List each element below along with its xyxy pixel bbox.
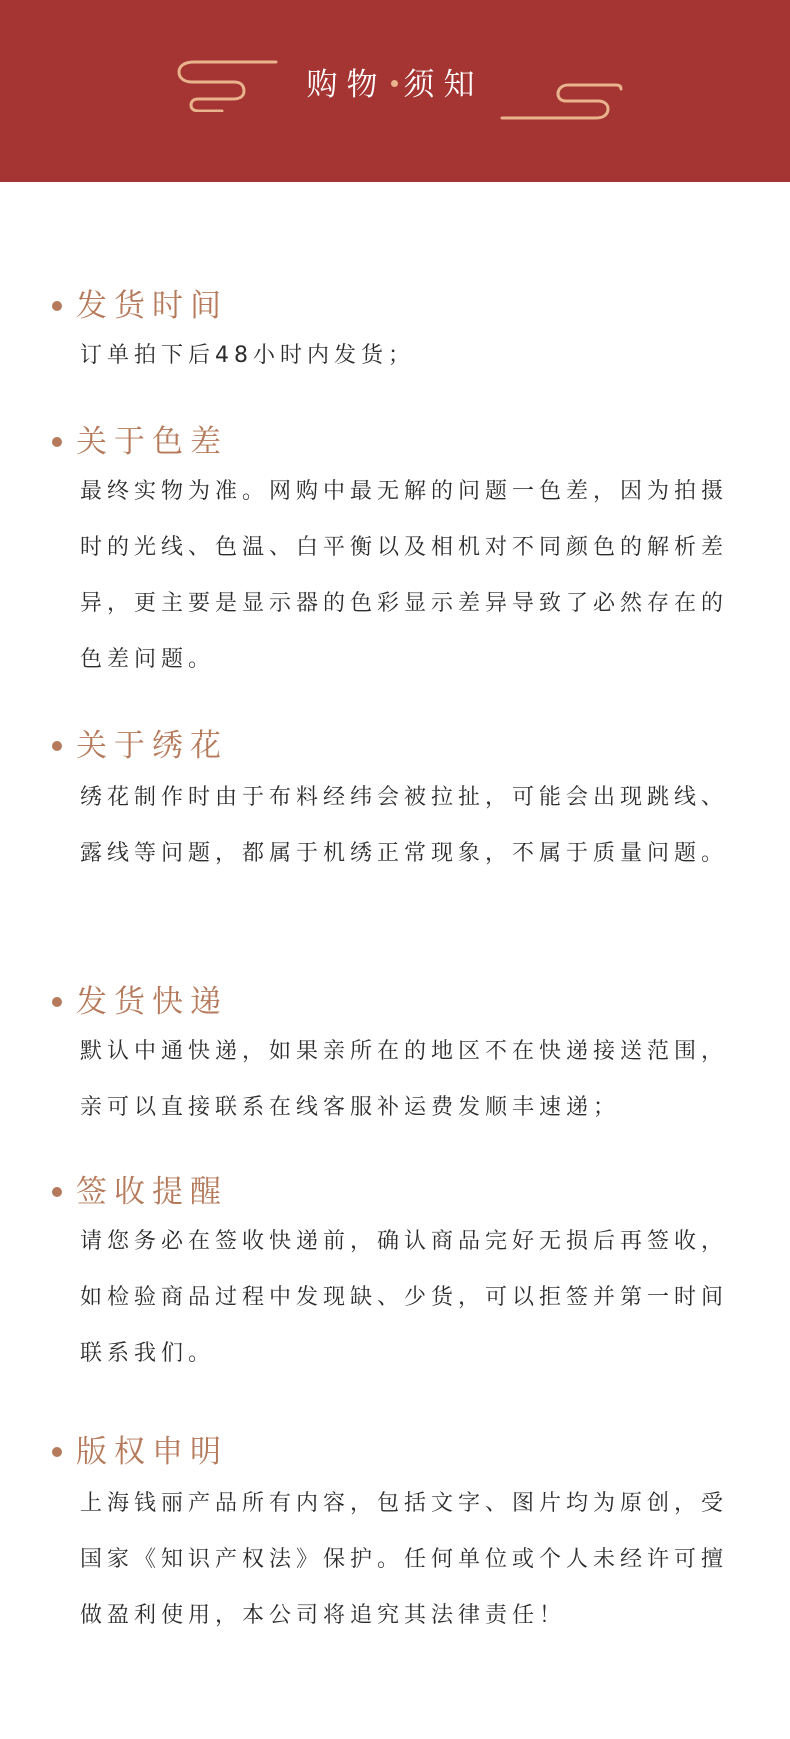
bullet-dot-icon bbox=[52, 301, 62, 311]
section-title: 发货快递 bbox=[76, 984, 228, 1020]
section-body: 请您务必在签收快递前，确认商品完好无损后再签收，如检验商品过程中发现缺、少货，可以拒签并第一时间联系我们。 bbox=[80, 1229, 729, 1366]
section-body: 上海钱丽产品所有内容，包括文字、图片均为原创，受国家《知识产权法》保护。任何单位或个人未经许可擅做盈利使用，本公司将追究其法律责任！ bbox=[80, 1491, 729, 1628]
section-title: 关于色差 bbox=[76, 424, 228, 460]
section-heading bbox=[52, 1170, 228, 1214]
cloud-ornament-right-icon bbox=[500, 80, 624, 122]
page-title bbox=[0, 62, 790, 108]
section-heading bbox=[52, 284, 228, 328]
bullet-dot-icon bbox=[52, 1187, 62, 1197]
section-body: 绣花制作时由于布料经纬会被拉扯，可能会出现跳线、露线等问题，都属于机绣正常现象，不属于质量问题。 bbox=[80, 785, 729, 866]
title-separator-dot bbox=[391, 80, 398, 87]
bullet-dot-icon bbox=[52, 1447, 62, 1457]
section-body: 默认中通快递，如果亲所在的地区不在快递接送范围，亲可以直接联系在线客服补运费发顺丰速递； bbox=[80, 1039, 729, 1120]
bullet-dot-icon bbox=[52, 997, 62, 1007]
section-body: 订单拍下后48小时内发货； bbox=[80, 343, 415, 368]
section-heading bbox=[52, 980, 228, 1024]
section-heading bbox=[52, 420, 228, 464]
section-title: 签收提醒 bbox=[76, 1174, 228, 1210]
header-banner bbox=[0, 0, 790, 182]
section-title: 发货时间 bbox=[76, 288, 228, 324]
section-body: 最终实物为准。网购中最无解的问题一色差，因为拍摄时的光线、色温、白平衡以及相机对不同颜色的解析差异，更主要是显示器的色彩显示差异导致了必然存在的色差问题。 bbox=[80, 479, 729, 672]
section-heading bbox=[52, 724, 228, 768]
section-title: 关于绣花 bbox=[76, 728, 228, 764]
title-left: 购物 bbox=[306, 67, 387, 103]
bullet-dot-icon bbox=[52, 741, 62, 751]
section-heading bbox=[52, 1430, 228, 1474]
section-title: 版权申明 bbox=[76, 1434, 228, 1470]
bullet-dot-icon bbox=[52, 437, 62, 447]
title-right: 须知 bbox=[403, 67, 484, 103]
